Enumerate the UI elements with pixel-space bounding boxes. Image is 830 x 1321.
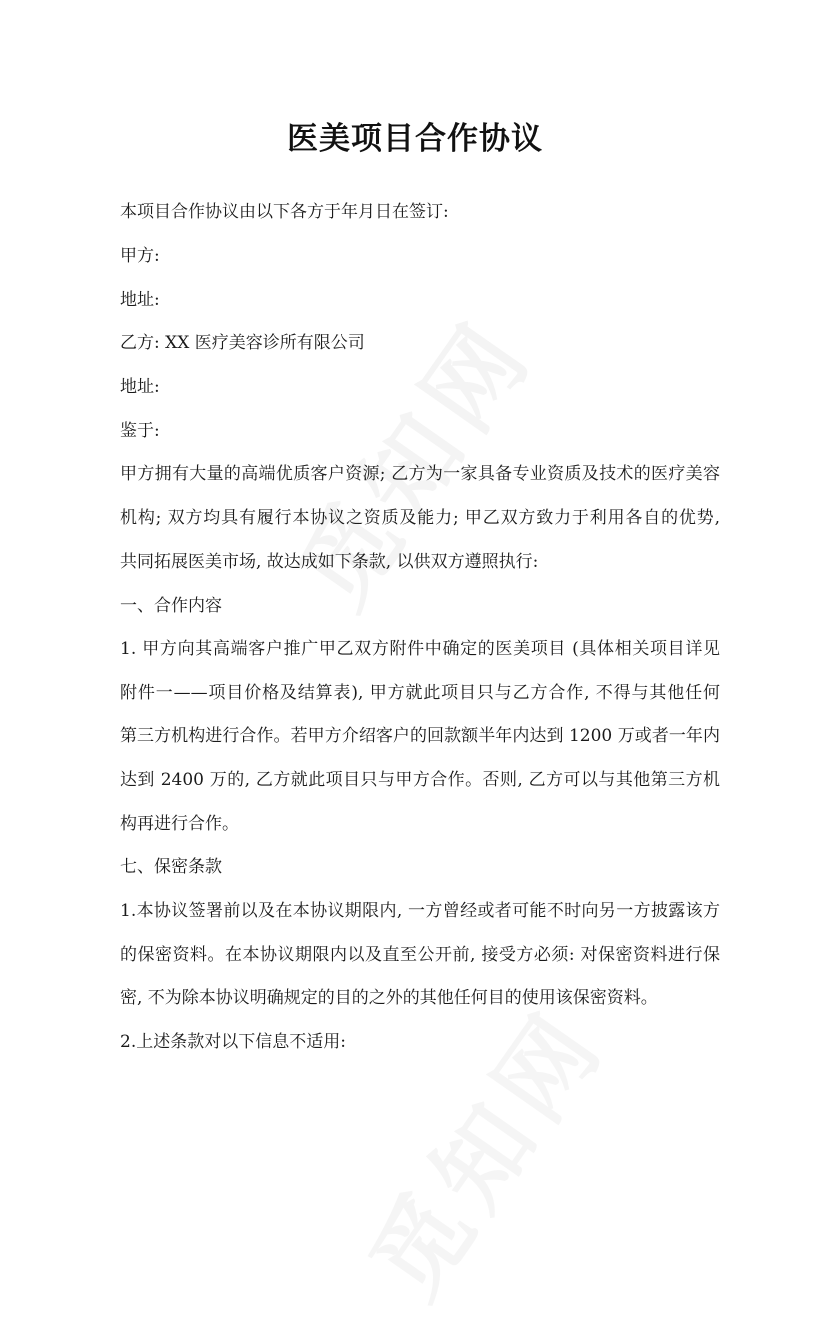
party-b-label: 乙方: XX 医疗美容诊所有限公司 [120,333,365,353]
paragraph-line: 1.本协议签署前以及在本协议期限内, 一方曾经或者可能不时向另一方披露该方 [120,901,720,921]
paragraph-line: 2.上述条款对以下信息不适用: [120,1032,346,1052]
paragraph-line: 第三方机构进行合作。若甲方介绍客户的回款额半年内达到 1200 万或者一年内 [120,726,720,746]
section-heading: 一、合作内容 [120,596,222,616]
document-title: 医美项目合作协议 [287,121,543,157]
watermark [333,977,631,1321]
party-b-address: 地址: [120,377,160,397]
paragraph-line: 达到 2400 万的, 乙方就此项目只与甲方合作。否则, 乙方可以与其他第三方机 [120,770,720,790]
paragraph-line: 附件一——项目价格及结算表), 甲方就此项目只与乙方合作, 不得与其他任何 [120,683,720,703]
party-a-address: 地址: [120,290,160,310]
whereas-label: 鉴于: [120,421,160,441]
paragraph-line: 密, 不为除本协议明确规定的目的之外的其他任何目的使用该保密资料。 [120,988,658,1008]
paragraph-line: 构再进行合作。 [120,814,239,834]
intro-line: 本项目合作协议由以下各方于年月日在签订: [120,202,449,222]
paragraph-line: 共同拓展医美市场, 故达成如下条款, 以供双方遵照执行: [120,552,539,572]
paragraph-line: 甲方拥有大量的高端优质客户资源; 乙方为一家具备专业资质及技术的医疗美容 [120,464,720,484]
paragraph-line: 机构; 双方均具有履行本协议之资质及能力; 甲乙双方致力于利用各自的优势, [120,508,720,528]
section-heading: 七、保密条款 [120,857,222,877]
paragraph-line: 1. 甲方向其高端客户推广甲乙双方附件中确定的医美项目 (具体相关项目详见 [120,639,720,659]
paragraph-line: 的保密资料。在本协议期限内以及直至公开前, 接受方必须: 对保密资料进行保 [120,945,720,965]
party-a-label: 甲方: [120,246,160,266]
